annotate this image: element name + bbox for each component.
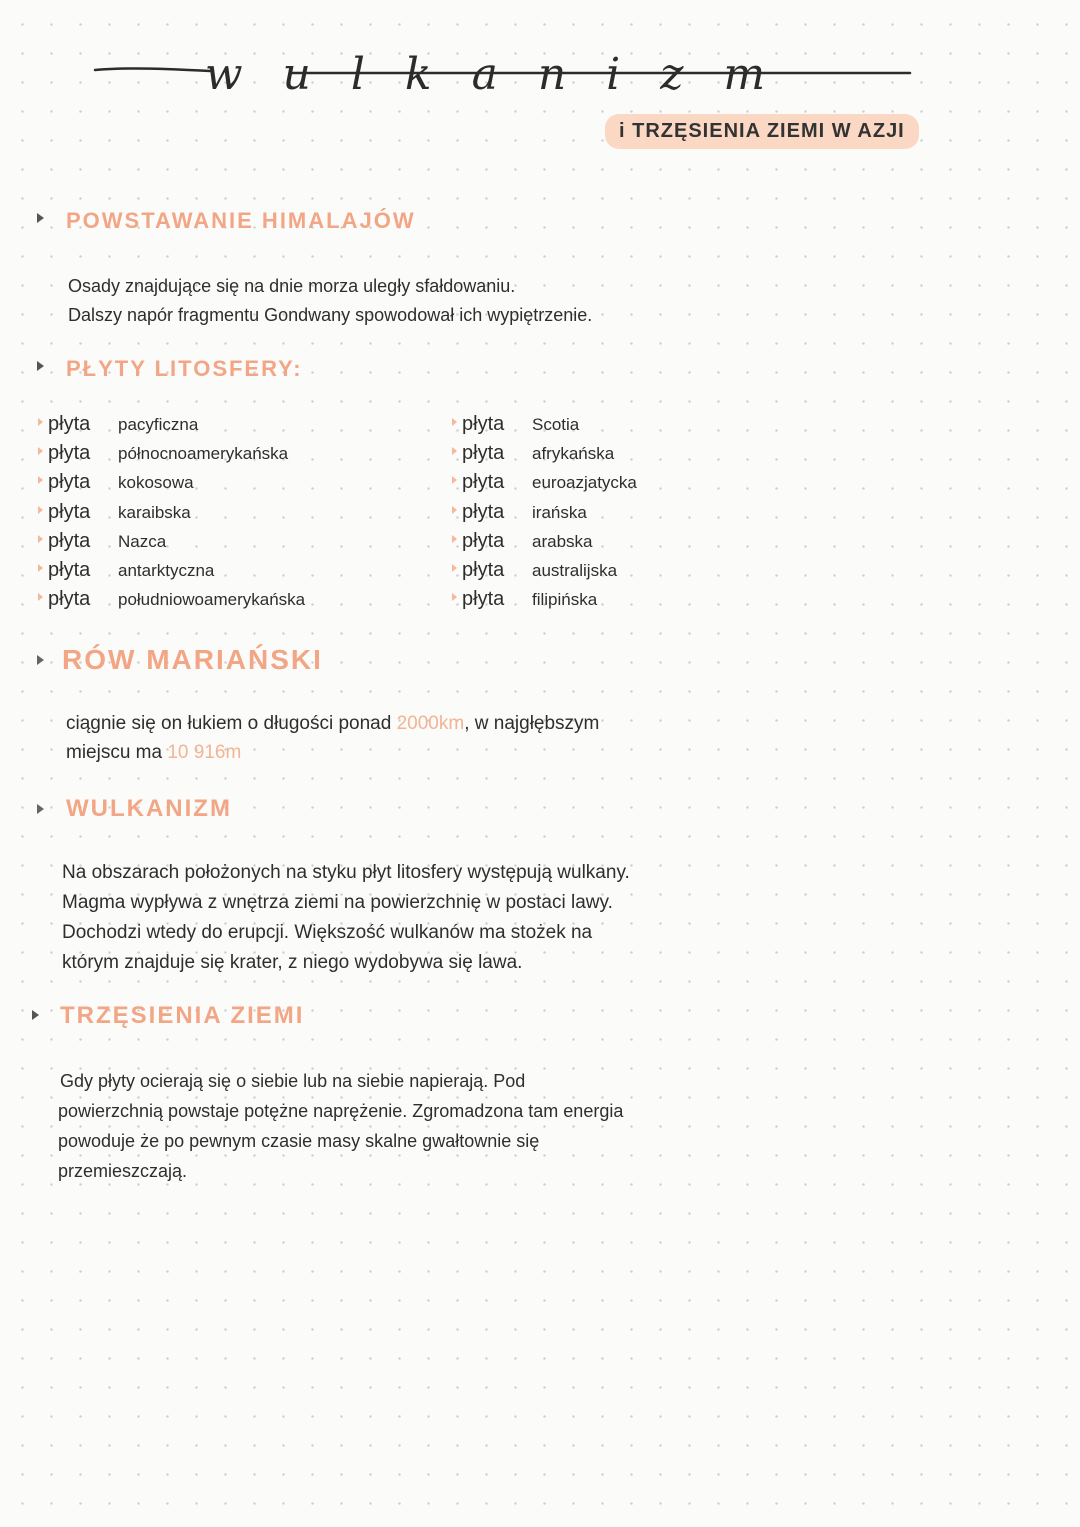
row-length-value: 2000km [396, 713, 465, 734]
row-line-2 [66, 738, 241, 768]
plate-list-item [452, 588, 752, 617]
plate-word: płyta [462, 588, 505, 611]
list-marker-icon [38, 564, 43, 572]
plate-list-item [38, 588, 418, 617]
row-line-1 [66, 709, 599, 739]
plate-list-item [452, 471, 752, 500]
plate-word: płyta [48, 558, 91, 581]
trzesienia-line-2: powierzchnią powstaje potężne naprężenie. Zgromadzona tam energia [58, 1101, 624, 1121]
plate-name: północnoamerykańska [118, 444, 289, 464]
row-line-2-text: miejscu ma [66, 742, 163, 763]
plate-list-item [452, 559, 752, 588]
plates-list-left [38, 413, 418, 617]
plate-name: australijska [532, 560, 618, 580]
list-marker-icon [38, 476, 43, 484]
page-title: wulkanizm [204, 49, 806, 100]
plates-list-right [452, 413, 752, 617]
list-marker-icon [452, 564, 457, 572]
bullet-icon [37, 655, 44, 665]
plate-word: płyta [48, 500, 91, 523]
list-marker-icon [452, 506, 457, 514]
row-line-1-text-end: , w najgłębszym [464, 713, 600, 734]
list-marker-icon [38, 593, 43, 601]
plate-list-item [452, 501, 752, 530]
heading-trzesienia: TRZĘSIENIA ZIEMI [60, 1002, 305, 1029]
trzesienia-line-3: powoduje że po pewnym czasie masy skalne gwałtownie się [58, 1131, 540, 1151]
plate-name: karaibska [118, 502, 191, 522]
plate-word: płyta [48, 471, 91, 494]
wulkanizm-line-4: którym znajduje się krater, z niego wydobywa się lawa. [62, 952, 523, 973]
plate-word: płyta [462, 442, 505, 465]
plate-list-item [38, 471, 418, 500]
plate-list-item [38, 559, 418, 588]
list-marker-icon [452, 418, 457, 426]
list-marker-icon [452, 535, 457, 543]
himalaje-line-2: Dalszy napór fragmentu Gondwany spowodował ich wypiętrzenie. [68, 305, 593, 325]
plate-name: pacyficzna [118, 415, 199, 434]
plate-word: płyta [462, 471, 505, 494]
list-marker-icon [38, 535, 43, 543]
plate-list-item [452, 530, 752, 559]
trzesienia-line-1: Gdy płyty ocierają się o siebie lub na siebie napierają. Pod [60, 1071, 526, 1091]
page-subtitle: i TRZĘSIENIA ZIEMI W AZJI [605, 114, 919, 149]
row-line-1-text: ciągnie się on łukiem o długości ponad [66, 713, 392, 734]
bullet-icon [32, 1010, 39, 1020]
list-marker-icon [452, 476, 457, 484]
bullet-icon [37, 213, 44, 223]
plate-name: arabska [532, 531, 593, 551]
plate-word: płyta [48, 588, 91, 611]
heading-wulkanizm: WULKANIZM [66, 795, 232, 822]
trzesienia-line-4: przemieszczają. [58, 1161, 188, 1181]
heading-row-marianski: RÓW MARIAŃSKI [62, 644, 323, 675]
plate-list-item [38, 501, 418, 530]
bullet-icon [37, 361, 44, 371]
plate-list-item [38, 442, 418, 471]
list-marker-icon [452, 447, 457, 455]
plate-list-item [38, 530, 418, 559]
wulkanizm-line-3: Dochodzi wtedy do erupcji. Większość wulkanów ma stożek na [62, 922, 593, 943]
plate-list-item [452, 442, 752, 471]
plate-name: afrykańska [532, 444, 615, 464]
plate-list-item [38, 413, 418, 442]
plate-name: euroazjatycka [532, 473, 637, 493]
list-marker-icon [38, 418, 43, 426]
list-marker-icon [452, 593, 457, 601]
plate-name: antarktyczna [118, 560, 215, 580]
list-marker-icon [38, 506, 43, 514]
wulkanizm-line-2: Magma wypływa z wnętrza ziemi na powierzchnię w postaci lawy. [62, 892, 613, 913]
plate-name: irańska [532, 502, 587, 522]
plate-name: kokosowa [118, 473, 194, 493]
plate-word: płyta [48, 413, 91, 435]
page-title-area [90, 45, 920, 115]
heading-plyty: PŁYTY LITOSFERY: [66, 356, 303, 381]
plate-list-item [452, 413, 752, 442]
plate-name: Scotia [532, 415, 580, 434]
plate-name: południowoamerykańska [118, 590, 306, 610]
bullet-icon [37, 804, 44, 814]
plate-word: płyta [462, 529, 505, 552]
plate-name: filipińska [532, 590, 598, 610]
plate-word: płyta [462, 500, 505, 523]
plate-word: płyta [48, 529, 91, 552]
wulkanizm-line-1: Na obszarach położonych na styku płyt litosfery występują wulkany. [62, 862, 630, 883]
plate-word: płyta [48, 442, 91, 465]
row-depth-value: 10 916m [167, 742, 242, 763]
plate-word: płyta [462, 558, 505, 581]
himalaje-line-1: Osady znajdujące się na dnie morza uległy sfałdowaniu. [68, 276, 516, 296]
plate-word: płyta [462, 413, 505, 435]
plate-name: Nazca [118, 531, 167, 551]
list-marker-icon [38, 447, 43, 455]
heading-himalaje: POWSTAWANIE HIMALAJÓW [66, 208, 416, 233]
